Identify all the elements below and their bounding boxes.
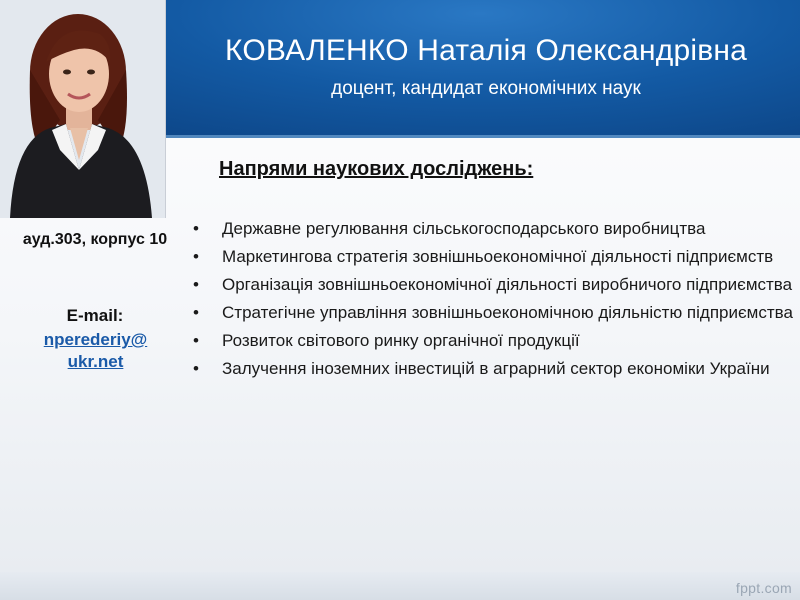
email-link-line1[interactable]: nperederiy@ [43,330,148,349]
email-link[interactable] [18,329,173,373]
person-name: КОВАЛЕНКО Наталія Олександрівна [224,34,747,67]
research-topic [190,303,795,323]
bullet-icon: • [193,303,199,322]
bullet-icon: • [193,219,199,238]
academic-title: доцент, кандидат економічних наук [331,78,641,99]
portrait-illustration [0,0,165,218]
email-label: E-mail: [66,306,124,325]
watermark: fppt.com [735,580,792,596]
bullet-icon: • [193,331,199,350]
research-topic-text: Залучення іноземних інвестицій в аграрний сектор економіки України [222,359,770,378]
research-topics-list [190,219,795,387]
footer-band [0,572,800,600]
office-location: ауд.303, корпус 10 [22,231,168,248]
research-topic [190,275,795,295]
bullet-icon: • [193,359,199,378]
research-topic [190,219,795,239]
research-topic [190,359,795,379]
bullet-icon: • [193,247,199,266]
bullet-icon: • [193,275,199,294]
research-topic [190,331,795,351]
research-topic-text: Державне регулювання сільськогосподарського виробництва [222,219,706,238]
research-heading: Напрями наукових досліджень: [219,158,534,180]
research-topic-text: Маркетингова стратегія зовнішньоекономічної діяльності підприємств [222,247,774,266]
research-topic-text: Розвиток світового ринку органічної продукції [222,331,580,350]
research-topic [190,247,795,267]
research-topic-text: Стратегічне управління зовнішньоекономічною діяльністю підприємства [222,303,793,322]
email-link-line2[interactable]: ukr.net [67,352,124,371]
portrait-photo [0,0,166,218]
research-topic-text: Організація зовнішньоекономічної діяльності виробничого підприємства [222,275,793,294]
